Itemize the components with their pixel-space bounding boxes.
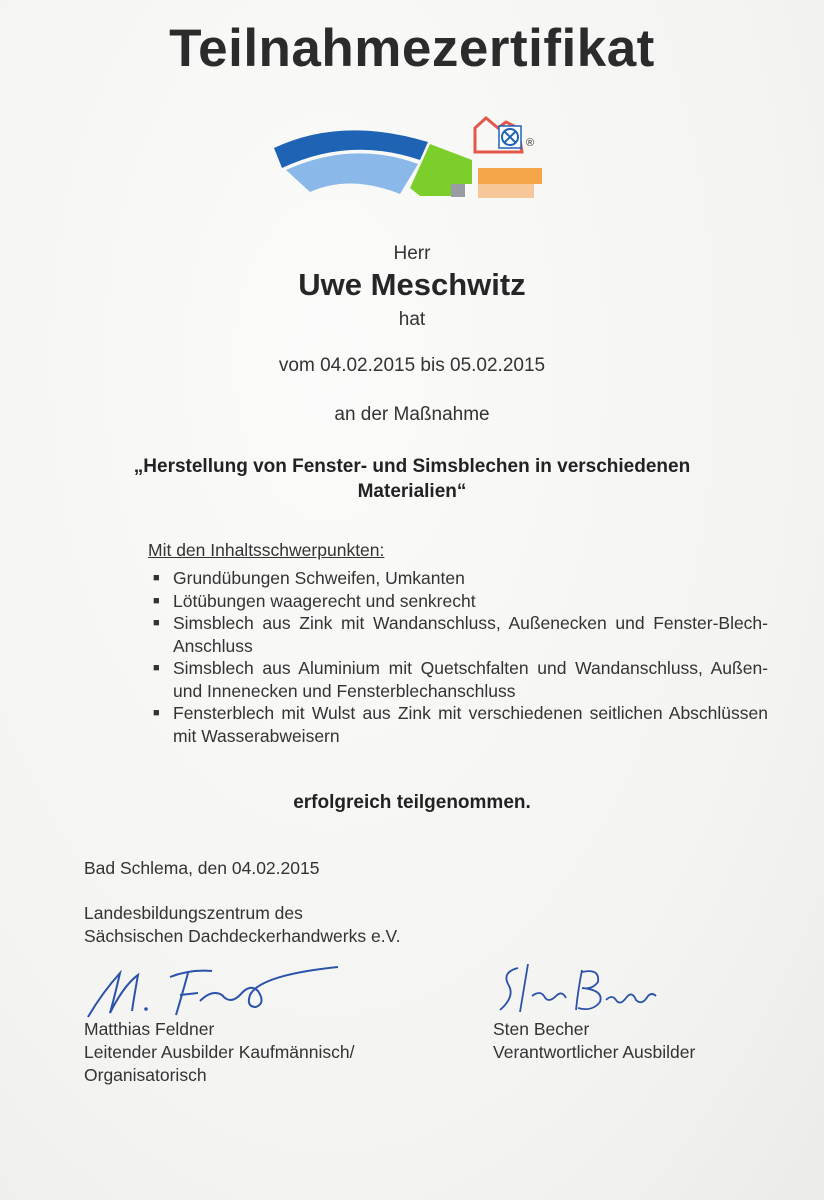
- topics-heading: Mit den Inhaltsschwerpunkten:: [148, 540, 385, 560]
- topic-text: Simsblech aus Zink mit Wandanschluss, Außenecken und Fenster-Blech-Anschluss: [173, 613, 768, 656]
- measure-intro: an der Maßnahme: [334, 404, 490, 425]
- list-item: [148, 657, 768, 702]
- signer-right-role: Verantwortlicher Ausbilder: [493, 1042, 696, 1062]
- hat-text: hat: [398, 309, 426, 330]
- organization-name: [84, 902, 400, 947]
- certificate-title: Teilnahmezertifikat: [169, 19, 655, 78]
- course-title-line1: „Herstellung von Fenster- und Simsblechen in verschiedenen: [133, 456, 691, 477]
- signer-right: [493, 1018, 695, 1064]
- place-date: Bad Schlema, den 04.02.2015: [84, 858, 320, 878]
- logo-arc-light: [286, 153, 418, 194]
- course-title-line2: Materialien“: [357, 481, 467, 502]
- topic-text: Lötübungen waagerecht und senkrecht: [173, 590, 476, 611]
- bullet-icon: ■: [153, 662, 160, 674]
- logo-orange-bar: [478, 168, 542, 184]
- topics-list: [148, 567, 768, 747]
- list-item: [148, 590, 768, 613]
- signature-right: [488, 960, 658, 1020]
- bullet-icon: ■: [153, 572, 160, 584]
- signer-left-name: Matthias Feldner: [84, 1019, 215, 1039]
- bullet-icon: ■: [153, 594, 160, 607]
- signer-left: [84, 1018, 354, 1087]
- topic-text: Fensterblech mit Wulst aus Zink mit verschiedenen seitlichen Abschlüssen mit Wasserabweisern: [173, 703, 768, 746]
- salutation: Herr: [393, 243, 431, 264]
- course-dates: vom 04.02.2015 bis 05.02.2015: [278, 355, 546, 376]
- participant-name: Uwe Meschwitz: [298, 267, 526, 302]
- list-item: [148, 567, 768, 590]
- topic-text: Simsblech aus Aluminium mit Quetschfalten und Wandanschluss, Außen- und Innenecken und Fensterblechanschluss: [173, 658, 768, 701]
- success-statement: erfolgreich teilgenommen.: [293, 792, 531, 813]
- topic-text: Grundübungen Schweifen, Umkanten: [173, 568, 465, 588]
- signer-left-role-line2: Organisatorisch: [84, 1065, 207, 1085]
- list-item: [148, 702, 768, 747]
- logo-peach-bar: [478, 184, 534, 198]
- bullet-icon: ■: [153, 707, 160, 719]
- logo-grey-square: [451, 184, 465, 197]
- signer-left-role-line1: Leitender Ausbilder Kaufmännisch/: [84, 1042, 355, 1062]
- organization-line1: Landesbildungszentrum des: [84, 903, 303, 923]
- signer-right-name: Sten Becher: [493, 1019, 590, 1039]
- list-item: [148, 612, 768, 657]
- bullet-icon: ■: [153, 617, 160, 629]
- registered-mark: ®: [526, 137, 535, 149]
- organization-line2: Sächsischen Dachdeckerhandwerks e.V.: [84, 925, 401, 946]
- organization-logo: [270, 112, 560, 212]
- signature-left: [80, 955, 340, 1025]
- course-title: [0, 454, 824, 504]
